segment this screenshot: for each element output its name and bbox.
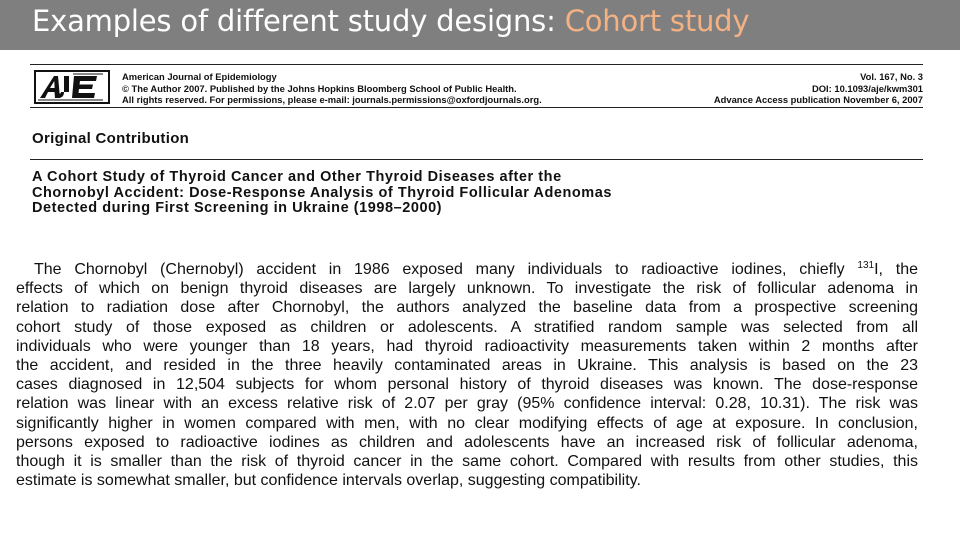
slide-title bbox=[32, 4, 749, 38]
abstract-line: the accident, and resided in the three heavily contaminated areas in Ukraine. This analysis is based on the 23 bbox=[16, 357, 918, 375]
journal-rights: All rights reserved. For permissions, please e-mail: journals.permissions@oxfordjournals.org. bbox=[122, 94, 542, 105]
article-title-line: Chornobyl Accident: Dose-Response Analysis of Thyroid Follicular Adenomas bbox=[32, 184, 612, 201]
journal-header bbox=[30, 64, 923, 108]
slide-title-highlight: Cohort study bbox=[564, 4, 750, 38]
abstract-line bbox=[16, 260, 918, 279]
abstract-line: estimate is somewhat smaller, but confidence intervals overlap, suggesting compatibility. bbox=[16, 472, 641, 490]
article-title bbox=[32, 170, 912, 217]
abstract-line: significantly higher in women compared with men, with no clear modifying effects of age at exposure. In conclusion, bbox=[16, 414, 918, 432]
journal-logo bbox=[34, 70, 110, 104]
abstract-line: persons exposed to radioactive iodines as children and adolescents have an increased risk of follicular adenoma, bbox=[16, 433, 918, 451]
abstract-text: The Chornobyl (Chernobyl) accident in 1986 exposed many individuals to radioactive iodines, chiefly bbox=[34, 261, 858, 278]
journal-doi: DOI: 10.1093/aje/kwm301 bbox=[811, 82, 923, 94]
abstract bbox=[16, 260, 918, 490]
slide-title-bar bbox=[0, 0, 960, 50]
abstract-line: relation was linear with an excess relative risk of 2.07 per gray (95% confidence interval: 0.28, 10.31). The risk was bbox=[16, 395, 918, 413]
abstract-text: I, the bbox=[874, 261, 918, 278]
section-divider bbox=[30, 159, 923, 160]
aje-logo-icon bbox=[37, 73, 107, 101]
journal-copyright: © The Author 2007. Published by the Johns Hopkins Bloomberg School of Public Health. bbox=[122, 82, 517, 94]
abstract-line: though it is smaller than the risk of thyroid cancer in the same cohort. Compared with results from other studies, this bbox=[16, 453, 918, 471]
article-title-line: Detected during First Screening in Ukraine (1998–2000) bbox=[32, 200, 443, 216]
journal-meta bbox=[714, 71, 923, 106]
abstract-line: relation to radiation dose after Chornobyl, the authors analyzed the baseline data from a prospective screening bbox=[16, 299, 918, 317]
journal-volume: Vol. 167, No. 3 bbox=[860, 71, 923, 82]
section-label: Original Contribution bbox=[32, 130, 190, 147]
abstract-line: cohort study of those exposed as children or adolescents. A stratified random sample was selected from all bbox=[16, 318, 918, 336]
abstract-line: cases diagnosed in 12,504 subjects for whom personal history of thyroid diseases was known. The dose-response bbox=[16, 376, 918, 394]
slide-title-prefix: Examples of different study designs: bbox=[32, 4, 565, 38]
abstract-line: effects of which on benign thyroid diseases are largely unknown. To investigate the risk of follicular adenoma in bbox=[16, 280, 918, 298]
journal-name: American Journal of Epidemiology bbox=[122, 71, 277, 82]
journal-info bbox=[122, 71, 542, 106]
article-title-line: A Cohort Study of Thyroid Cancer and Other Thyroid Diseases after the bbox=[32, 169, 562, 185]
isotope-superscript: 131 bbox=[857, 260, 875, 271]
abstract-line: individuals who were younger than 18 years, had thyroid radioactivity measurements taken within 2 months after bbox=[16, 337, 918, 355]
journal-access-date: Advance Access publication November 6, 2007 bbox=[713, 94, 923, 105]
